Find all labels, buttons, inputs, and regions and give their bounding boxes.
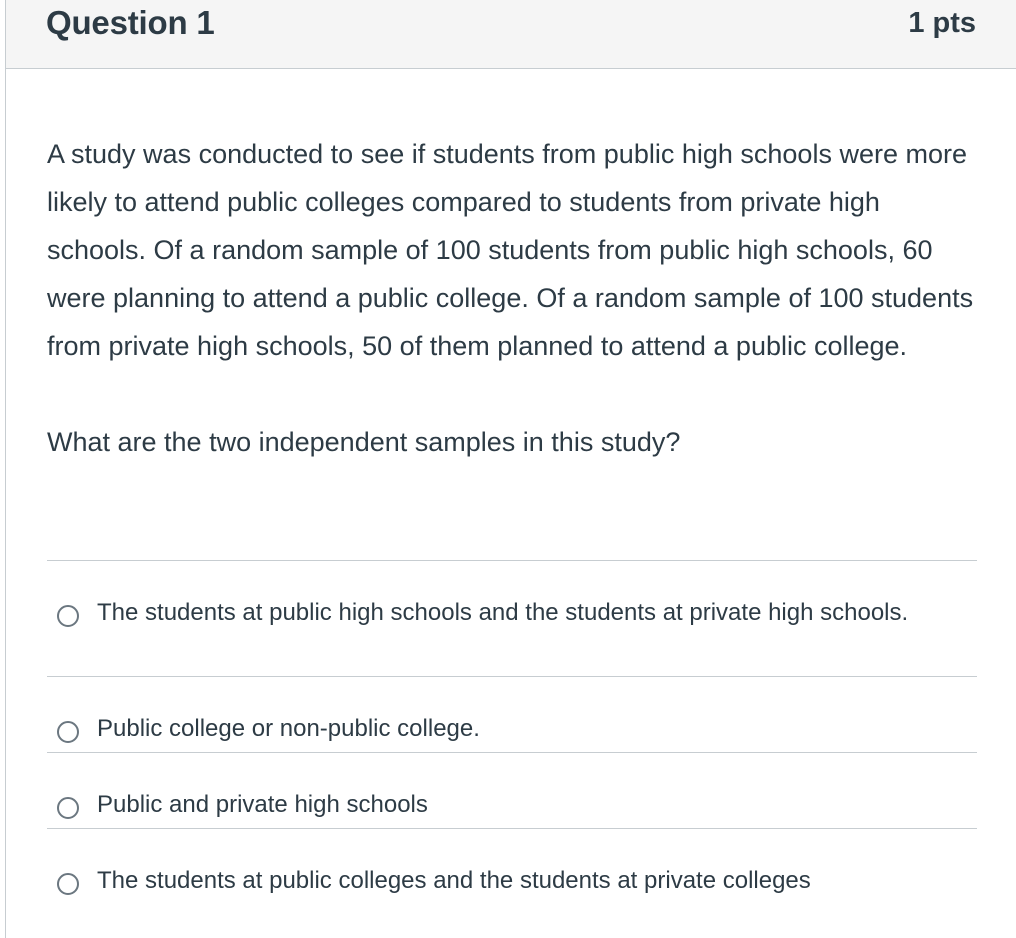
question-title: Question 1 [46, 4, 215, 41]
question-points: 1 pts [908, 7, 976, 39]
question-body [47, 130, 977, 466]
radio-button-icon[interactable] [57, 797, 79, 819]
question-card [5, 0, 1016, 938]
radio-button-icon[interactable] [57, 721, 79, 743]
answer-option-3[interactable] [47, 752, 977, 828]
answer-option-4[interactable] [47, 828, 977, 904]
question-text: A study was conducted to see if students from public high schools were more likely to attend public colleges compared to students from private high schools. Of a random sample of 100 students from public high schools, 60 were planning to attend a public college. Of a random sample of 100 students from private high schools, 50 of them planned to attend a public college. [47, 139, 974, 361]
answer-label[interactable]: Public and private high schools [97, 791, 428, 818]
answer-label[interactable]: The students at public colleges and the students at private colleges [97, 867, 811, 894]
answer-label[interactable]: The students at public high schools and the students at private high schools. [97, 599, 909, 626]
answer-label[interactable]: Public college or non-public college. [97, 715, 480, 742]
question-header [6, 0, 1016, 69]
question-prompt: What are the two independent samples in this study? [47, 427, 681, 457]
answer-list [47, 560, 977, 904]
radio-button-icon[interactable] [57, 873, 79, 895]
answer-option-1[interactable] [47, 560, 977, 676]
answer-option-2[interactable] [47, 676, 977, 752]
radio-button-icon[interactable] [57, 605, 79, 627]
